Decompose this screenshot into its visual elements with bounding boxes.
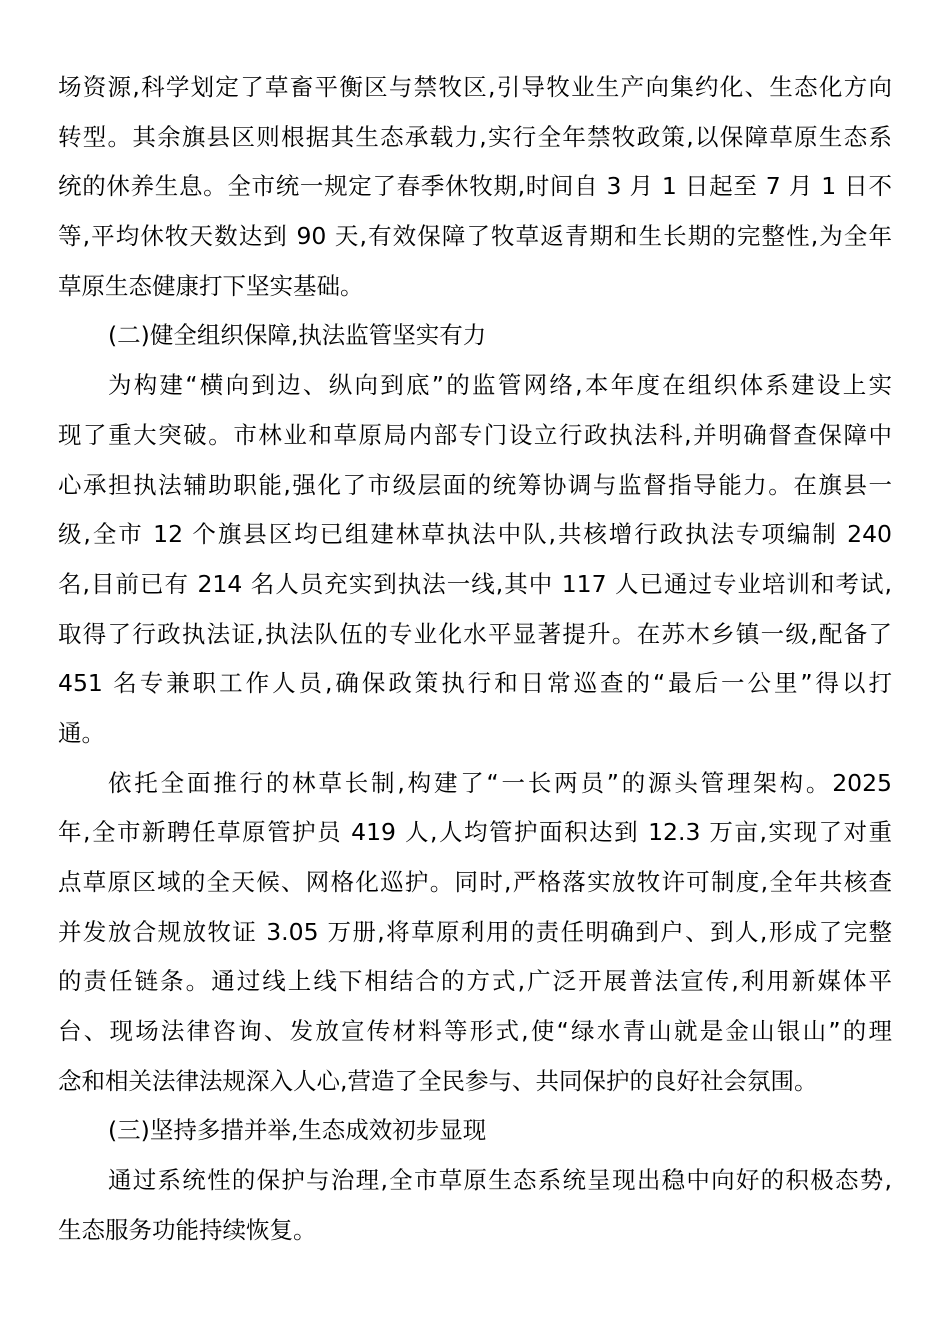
text-line: 念和相关法律法规深入人心,营造了全民参与、共同保护的良好社会氛围。 bbox=[58, 1066, 818, 1095]
paragraph bbox=[58, 63, 892, 311]
text-line: 场资源,科学划定了草畜平衡区与禁牧区,引导牧业生产向集约化、生态化方向 bbox=[58, 73, 892, 101]
section-heading bbox=[58, 1106, 892, 1156]
section-heading bbox=[58, 311, 892, 361]
text-line: 生态服务功能持续恢复。 bbox=[58, 1215, 317, 1244]
text-line: 级,全市 12 个旗县区均已组建林草执法中队,共核增行政执法专项编制 240 bbox=[58, 520, 892, 549]
paragraph bbox=[58, 1156, 892, 1255]
text-line: 451 名专兼职工作人员,确保政策执行和日常巡查的“最后一公里”得以打 bbox=[58, 669, 892, 698]
text-line: 的责任链条。通过线上线下相结合的方式,广泛开展普法宣传,利用新媒体平 bbox=[58, 967, 892, 996]
text-line: 通。 bbox=[58, 718, 105, 747]
text-line: 现了重大突破。市林业和草原局内部专门设立行政执法科,并明确督查保障中 bbox=[58, 420, 892, 449]
heading-text: (二)健全组织保障,执法监管坚实有力 bbox=[108, 321, 487, 350]
text-line: 点草原区域的全天候、网格化巡护。同时,严格落实放牧许可制度,全年共核查 bbox=[58, 868, 892, 896]
heading-text: (三)坚持多措并举,生态成效初步显现 bbox=[108, 1116, 487, 1145]
text-line: 转型。其余旗县区则根据其生态承载力,实行全年禁牧政策,以保障草原生态系 bbox=[58, 122, 892, 151]
text-line: 依托全面推行的林草长制,构建了“一长两员”的源头管理架构。2025 bbox=[108, 768, 892, 797]
text-line: 通过系统性的保护与治理,全市草原生态系统呈现出稳中向好的积极态势, bbox=[108, 1166, 892, 1195]
text-line: 名,目前已有 214 名人员充实到执法一线,其中 117 人已通过专业培训和考试, bbox=[58, 569, 892, 598]
text-line: 草原生态健康打下坚实基础。 bbox=[58, 271, 364, 300]
paragraph bbox=[58, 361, 892, 759]
text-line: 年,全市新聘任草原管护员 419 人,人均管护面积达到 12.3 万亩,实现了对重 bbox=[58, 818, 892, 847]
text-line: 统的休养生息。全市统一规定了春季休牧期,时间自 3 月 1 日起至 7 月 1 日不 bbox=[58, 172, 892, 201]
text-line: 为构建“横向到边、纵向到底”的监管网络,本年度在组织体系建设上实 bbox=[108, 371, 892, 400]
document-page bbox=[58, 63, 892, 1256]
text-line: 台、现场法律咨询、发放宣传材料等形式,使“绿水青山就是金山银山”的理 bbox=[58, 1017, 892, 1046]
paragraph bbox=[58, 759, 892, 1107]
text-line: 并发放合规放牧证 3.05 万册,将草原利用的责任明确到户、到人,形成了完整 bbox=[58, 917, 892, 946]
text-line: 取得了行政执法证,执法队伍的专业化水平显著提升。在苏木乡镇一级,配备了 bbox=[58, 619, 892, 648]
text-line: 等,平均休牧天数达到 90 天,有效保障了牧草返青期和生长期的完整性,为全年 bbox=[58, 222, 892, 251]
text-line: 心承担执法辅助职能,强化了市级层面的统筹协调与监督指导能力。在旗县一 bbox=[58, 470, 892, 499]
